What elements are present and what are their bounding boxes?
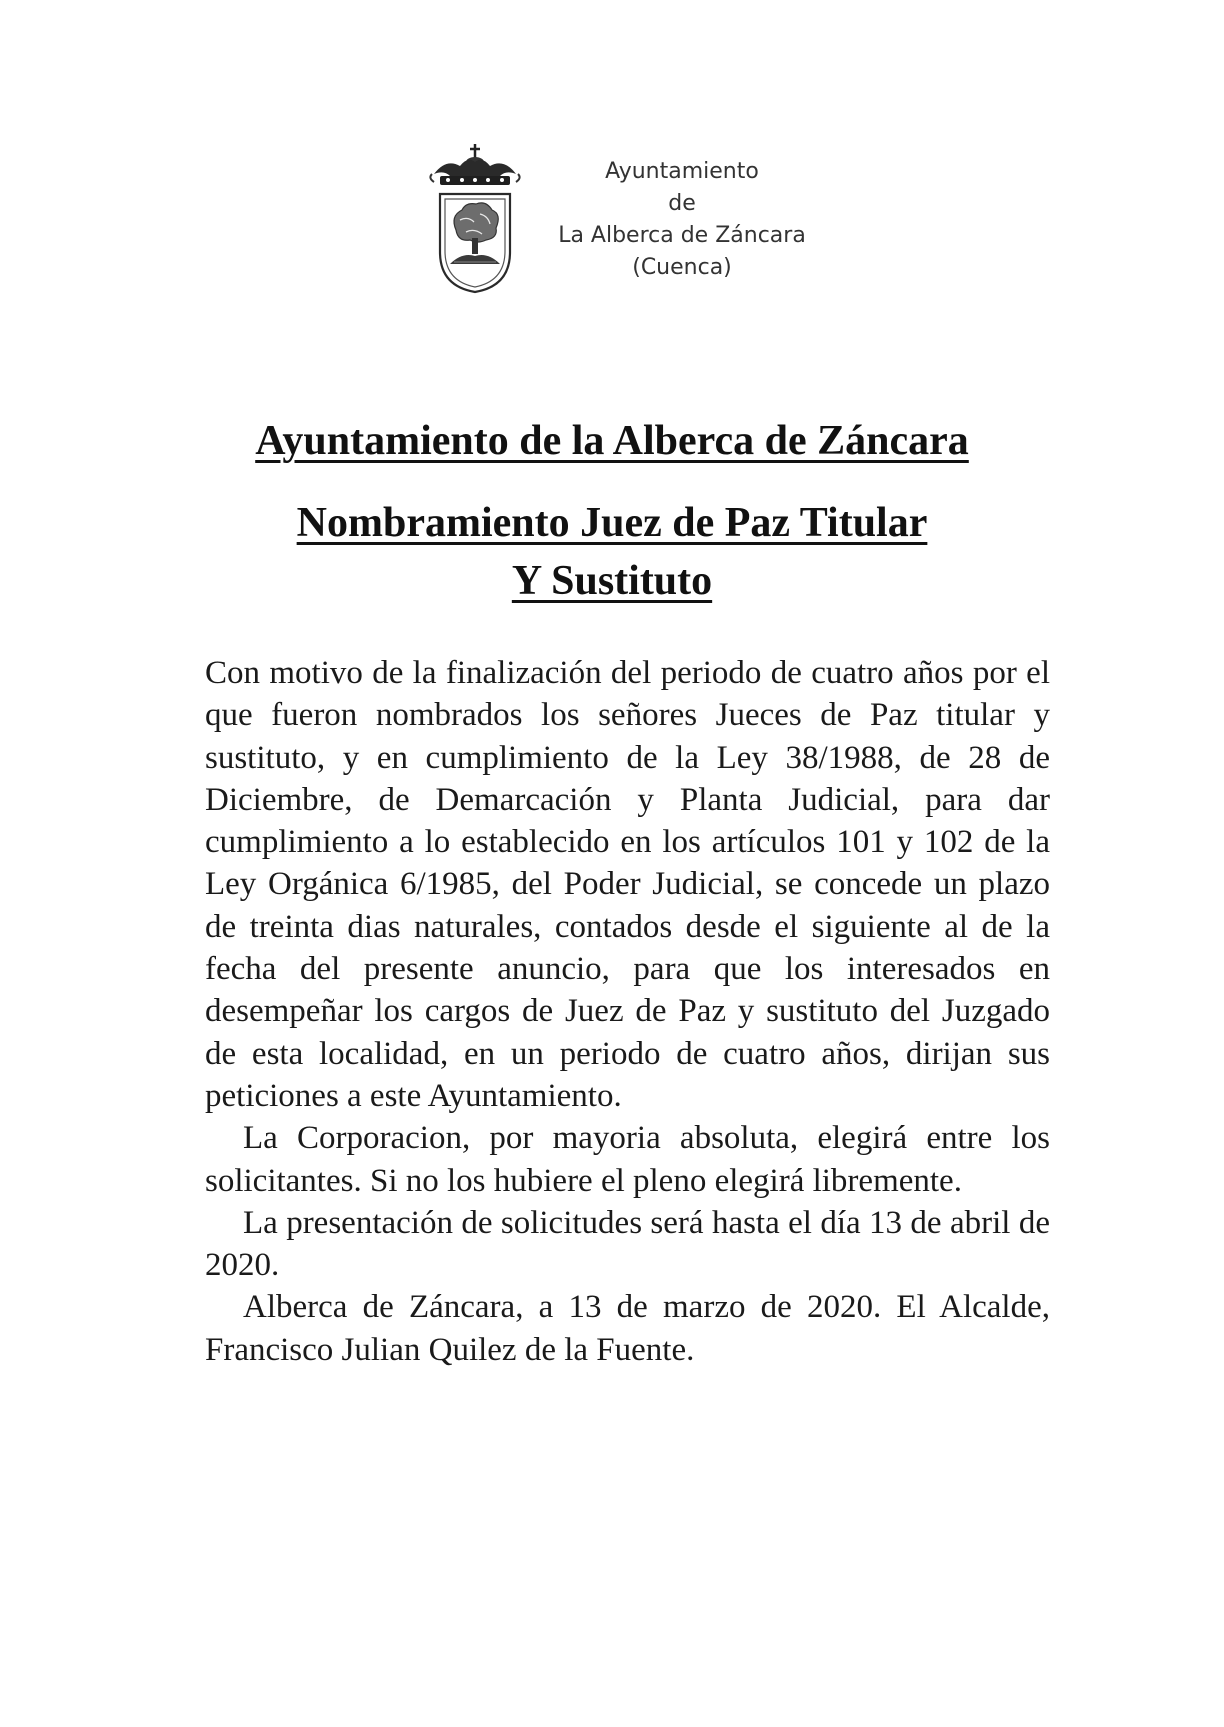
coat-of-arms-icon xyxy=(426,140,524,300)
paragraph-plazo: La presentación de solicitudes será hasta el día 13 de abril de 2020. xyxy=(205,1204,1050,1284)
document-title xyxy=(0,415,1224,467)
document-subtitle xyxy=(0,497,1224,549)
document-title-text: Ayuntamiento de la Alberca de Záncara xyxy=(255,418,969,464)
paragraph-eleccion: La Corporacion, por mayoria absoluta, elegirá entre los solicitantes. Si no los hubiere el pleno elegirá libremente. xyxy=(205,1120,1050,1199)
letterhead-line: Ayuntamiento xyxy=(605,159,759,184)
paragraph-convocatoria: Con motivo de la finalización del periodo de cuatro años por el que fueron nombrados los señores Jueces de Paz titular y sustituto, y en cumplimiento de la Ley 38/1988, de 28 de Diciembre, de Demarcación y Planta Judicial, para dar cumplimiento a lo establecido en los artículos 101 y 102 de la Ley Orgánica 6/1985, del Poder Judicial, se concede un plazo de treinta dias naturales, contados desde el siguiente al de la fecha del presente anuncio, para que los interesados en desempeñar los cargos de Juez de Paz y sustituto del Juzgado de esta localidad, en un periodo de cuatro años, dirijan sus peticiones a este Ayuntamiento. xyxy=(205,655,1050,1114)
paragraph-firma: Alberca de Záncara, a 13 de marzo de 2020. El Alcalde, Francisco Julian Quilez de la Fuente. xyxy=(205,1289,1050,1368)
document-subtitle-continued-text: Y Sustituto xyxy=(511,558,713,604)
document-subtitle-continued xyxy=(0,555,1224,607)
letterhead-line: (Cuenca) xyxy=(632,255,732,280)
letterhead-line: de xyxy=(668,191,696,216)
letterhead-text xyxy=(532,156,832,284)
document-subtitle-text: Nombramiento Juez de Paz Titular xyxy=(296,500,928,546)
letterhead-line: La Alberca de Záncara xyxy=(558,223,806,248)
letterhead xyxy=(420,140,840,300)
announcement-body xyxy=(205,652,1050,1371)
